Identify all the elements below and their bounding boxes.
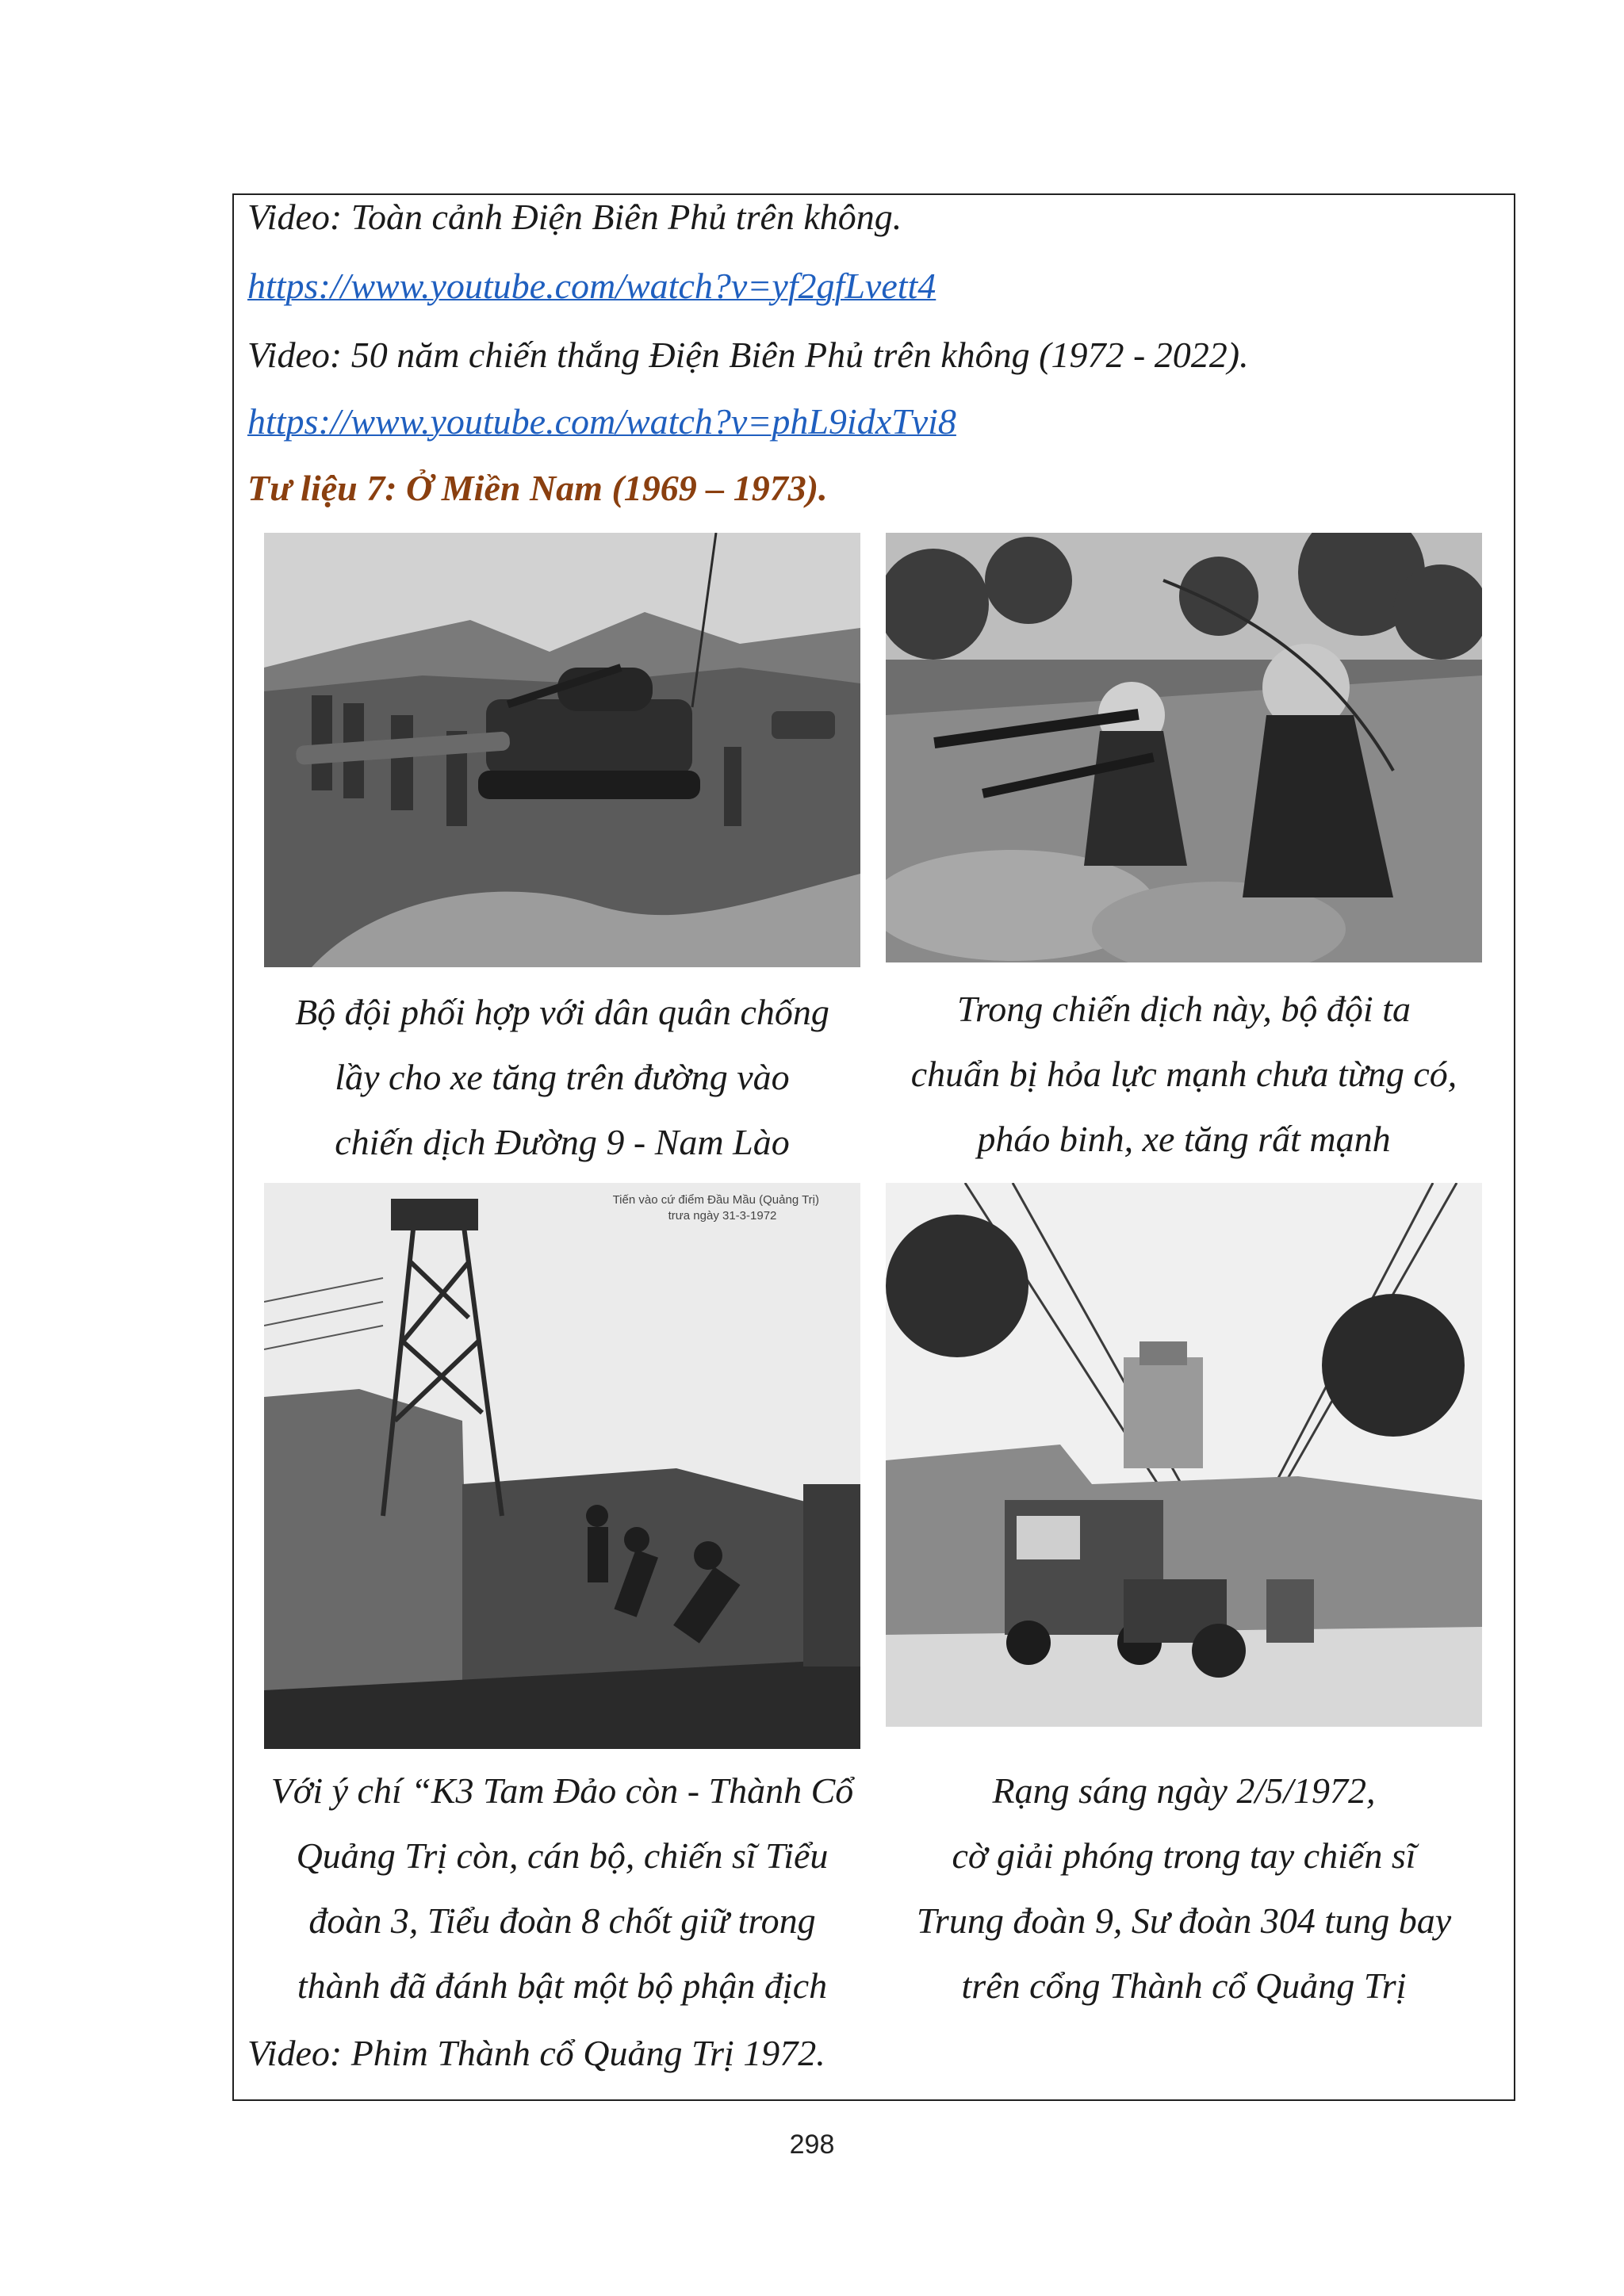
photo-inset-caption: Tiến vào cứ điểm Đầu Mầu (Quảng Trị) trưa ngày 31-3-1972 — [612, 1193, 819, 1223]
photo-caption-4: Rạng sáng ngày 2/5/1972, cờ giải phóng trong tay chiến sĩ Trung đoàn 9, Sư đoàn 304 tung bay trên cổng Thành cổ Quảng Trị — [916, 1770, 1452, 2006]
youtube-link-2[interactable]: https://www.youtube.com/watch?v=phL9idxTvi8 — [247, 401, 956, 442]
youtube-link-1[interactable]: https://www.youtube.com/watch?v=yf2gfLvett4 — [247, 266, 936, 306]
photo-watchtower-assault — [264, 1183, 860, 1749]
video-line-1: Video: Toàn cảnh Điện Biên Phủ trên không. — [247, 197, 902, 237]
photo-tank-mud — [264, 533, 860, 967]
page-number: 298 — [789, 2130, 835, 2160]
video-line-2: Video: 50 năm chiến thắng Điện Biên Phủ trên không (1972 - 2022). — [247, 335, 1249, 375]
photo-caption-3: Với ý chí “K3 Tam Đảo còn - Thành Cổ Quảng Trị còn, cán bộ, chiến sĩ Tiểu đoàn 3, Tiểu đoàn 8 chốt giữ trong thành đã đánh bật một bộ phận địch — [270, 1770, 854, 2006]
photo-soldiers-firing — [886, 533, 1482, 962]
photo-citadel-gate — [886, 1183, 1482, 1727]
photo-caption-1: Bộ đội phối hợp với dân quân chống lầy cho xe tăng trên đường vào chiến dịch Đường 9 - Nam Lào — [295, 992, 829, 1162]
video-line-3: Video: Phim Thành cổ Quảng Trị 1972. — [247, 2033, 825, 2073]
section-heading: Tư liệu 7: Ở Miền Nam (1969 – 1973). — [247, 468, 828, 508]
photo-caption-2: Trong chiến dịch này, bộ đội ta chuẩn bị hỏa lực mạnh chưa từng có, pháo binh, xe tăng rất mạnh — [910, 989, 1457, 1159]
